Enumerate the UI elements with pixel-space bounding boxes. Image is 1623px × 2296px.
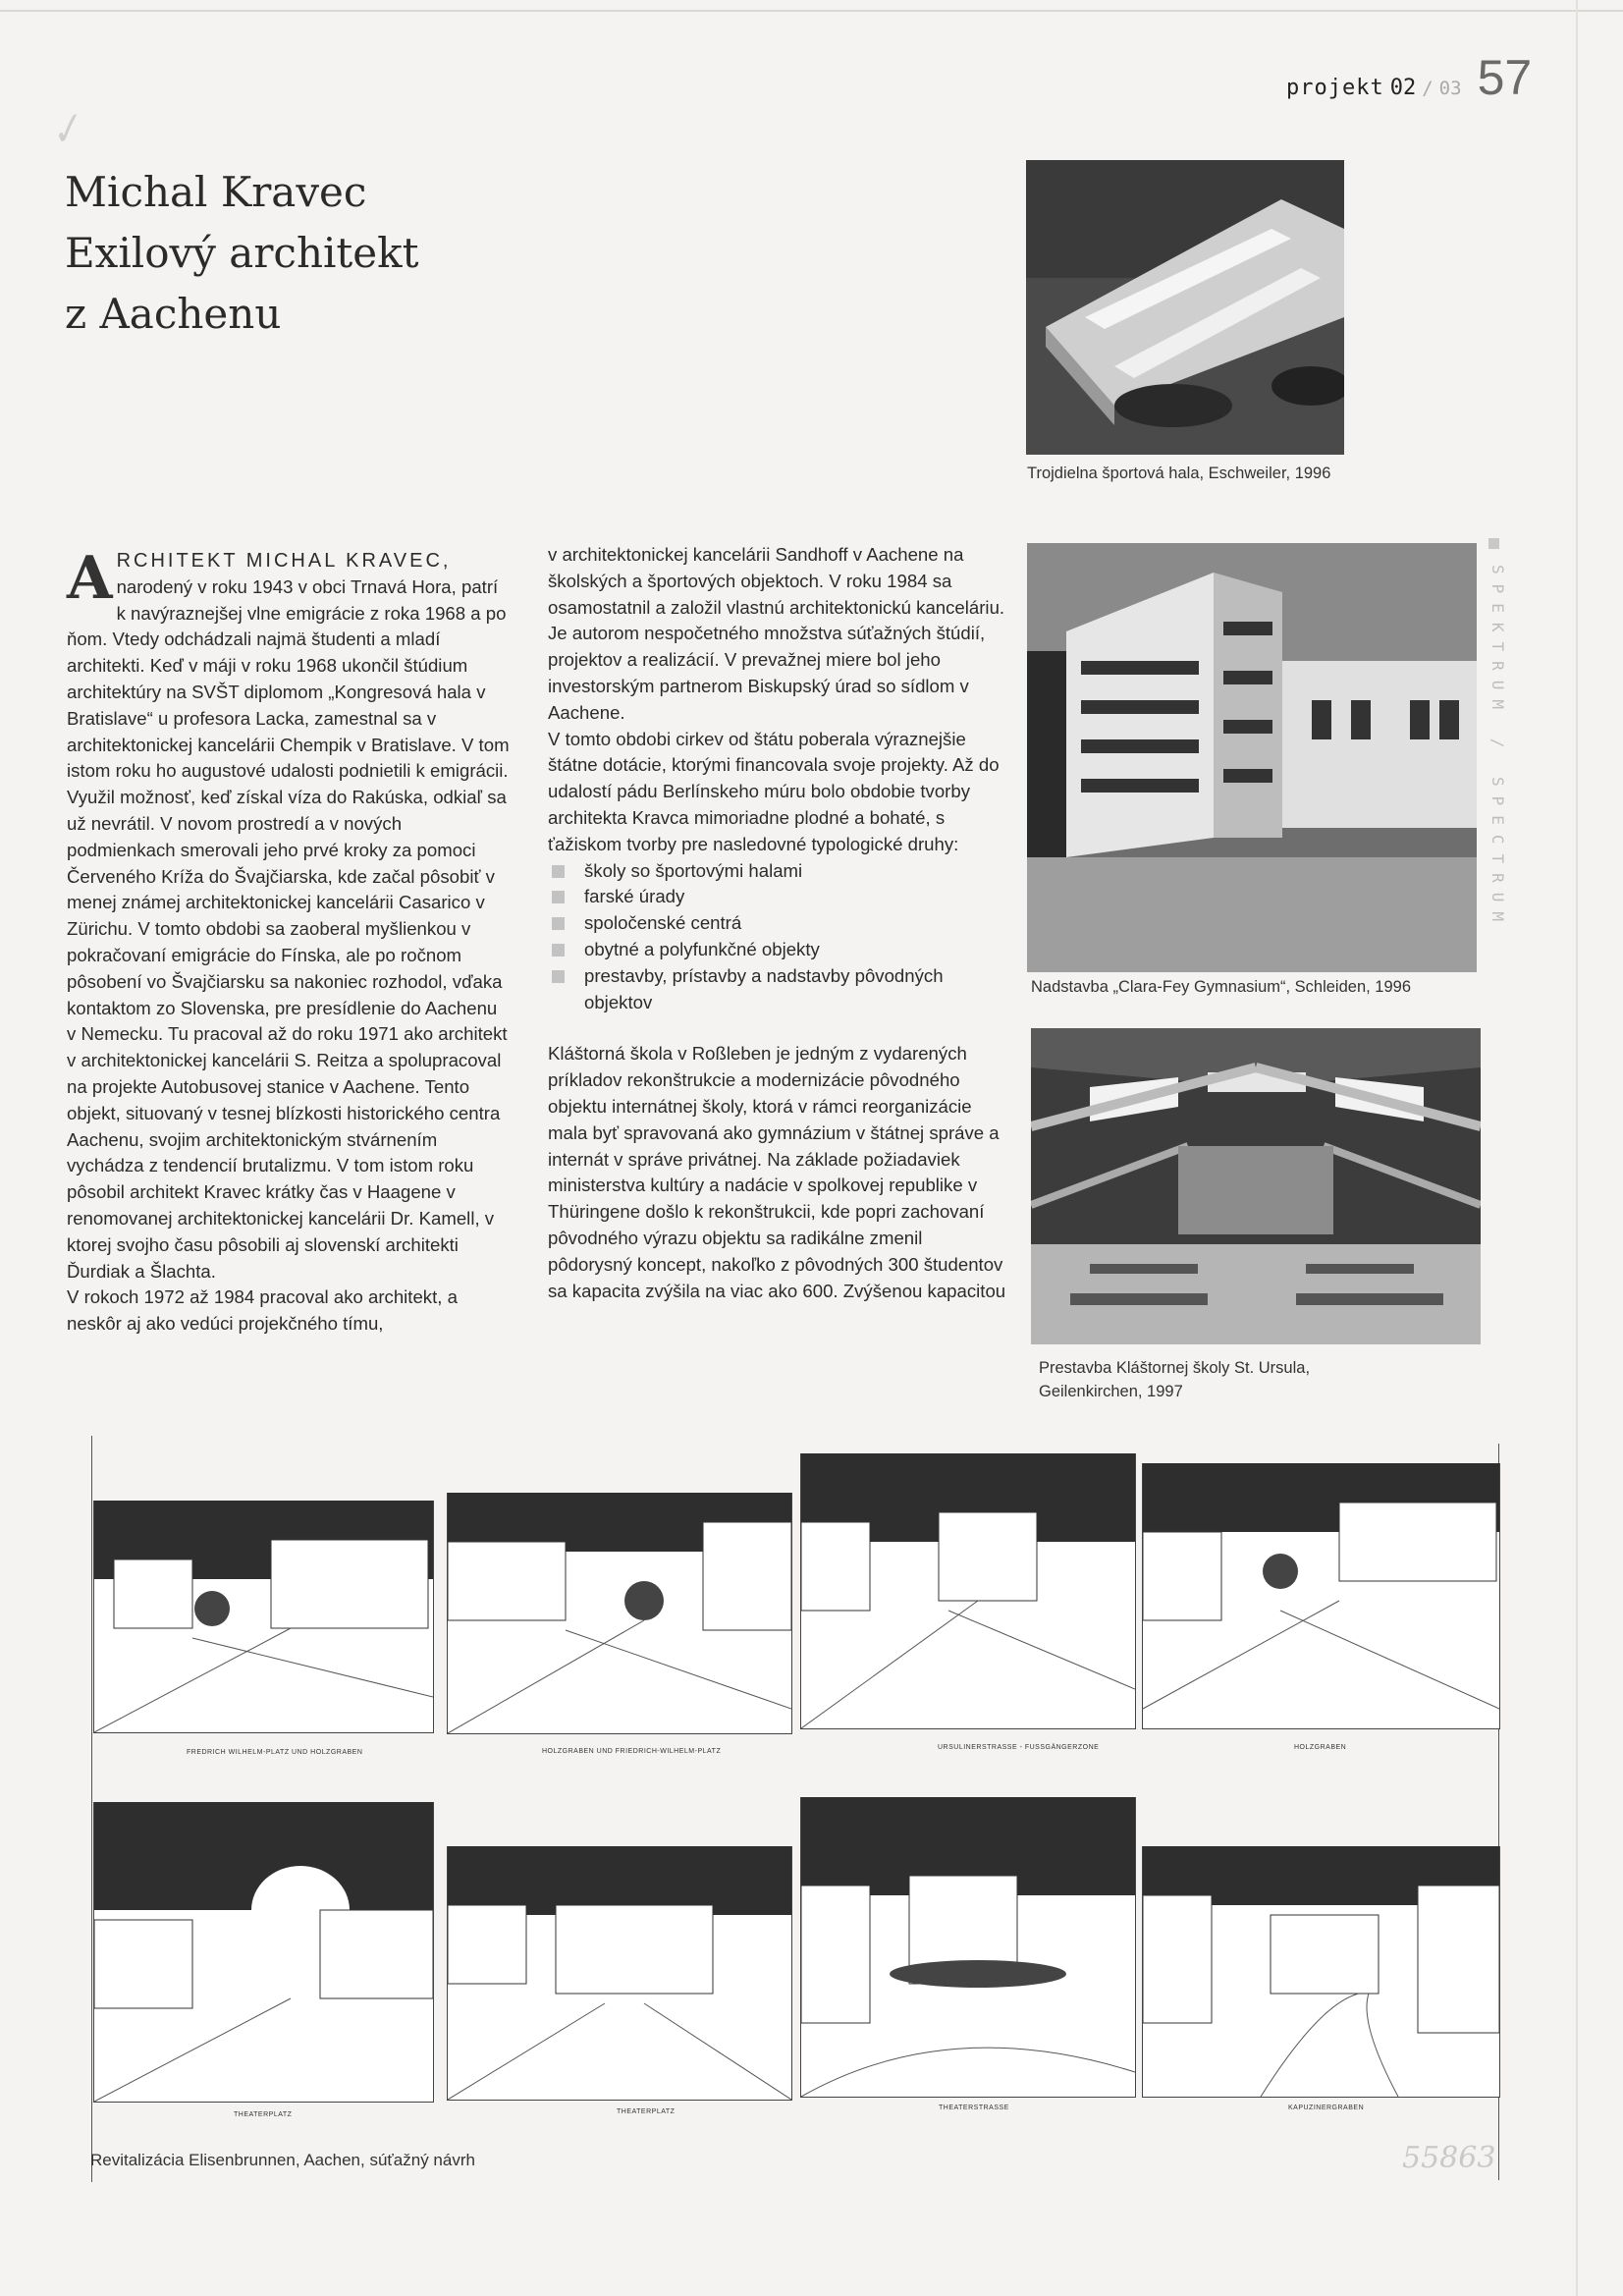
sketch-1 (93, 1501, 434, 1733)
sketch-3 (800, 1453, 1136, 1729)
pencil-archive-number: 55863 (1402, 2141, 1496, 2175)
body-text-2b: V tomto obdobi cirkev od štátu poberala výraznejšie štátne dotácie, ktorými financovala svoje projekty. Až do udalostí pádu Berlínskeho múru bolo obdobie tvorby architekta Kravca mimoriadne plodné a bohaté, s ťažiskom tvorby pre nasledovné typologické druhy: (548, 728, 1000, 854)
lead-smallcaps: RCHITEKT MICHAL KRAVEC, (116, 550, 452, 572)
sketch-label-2: HOLZGRABEN UND FRIEDRICH-WILHELM-PLATZ (542, 1748, 722, 1755)
article-column-1 (67, 544, 511, 1338)
issue-separator: / (1422, 78, 1434, 99)
sketch-label-8: KAPUZINERGRABEN (1288, 2105, 1365, 2111)
running-header (1286, 49, 1532, 106)
square-bullet-icon (552, 970, 565, 983)
sketch-2 (447, 1493, 792, 1734)
list-item: obytné a polyfunkčné objekty (548, 937, 1009, 963)
page-edge-top (0, 10, 1623, 12)
gymnasium-building-image (1027, 543, 1477, 972)
body-text-1b: V rokoch 1972 až 1984 pracoval ako architekt, a neskôr aj ako vedúci projekčného tímu, (67, 1286, 458, 1335)
lead-paragraph (67, 544, 511, 1285)
street-sketch-image (801, 1797, 1135, 2097)
street-sketch-image (801, 1453, 1135, 1728)
square-bullet-icon (552, 917, 565, 930)
sketch-label-6: THEATERPLATZ (617, 2108, 676, 2115)
issue-current: 02 (1389, 76, 1417, 100)
issue-next: 03 (1438, 78, 1462, 99)
sketch-7 (800, 1797, 1136, 2098)
sketch-8 (1142, 1846, 1500, 2098)
article-column-2 (548, 542, 1009, 1304)
street-sketch-image (1143, 1463, 1499, 1728)
sports-hall-model-image (1026, 160, 1344, 455)
street-sketch-image (94, 1802, 433, 2102)
title-line-2: Exilový architekt (65, 229, 419, 277)
list-item: farské úrady (548, 884, 1009, 910)
typology-list (548, 858, 1009, 1016)
sketch-label-4: HOLZGRABEN (1294, 1744, 1347, 1751)
sketch-6 (447, 1846, 792, 2101)
title-line-3: z Aachenu (65, 290, 282, 338)
sketch-label-1: FREDRICH WILHELM-PLATZ UND HOLZGRABEN (187, 1749, 363, 1756)
photo-caption-1: Trojdielna športová hala, Eschweiler, 1996 (1027, 465, 1331, 482)
attic-classroom-image (1031, 1028, 1481, 1344)
street-sketch-image (1143, 1846, 1499, 2097)
page-edge-right (1576, 0, 1578, 2296)
square-bullet-icon (552, 944, 565, 957)
magazine-name: projekt (1286, 76, 1384, 100)
section-marker-icon (1488, 538, 1499, 549)
sketches-caption: Revitalizácia Elisenbrunnen, Aachen, súťažný návrh (90, 2151, 475, 2169)
photo-monastery-school (1031, 1028, 1481, 1344)
pencil-check-mark: ✓ (42, 103, 89, 158)
street-sketch-image (448, 1493, 791, 1733)
list-item: spoločenské centrá (548, 910, 1009, 937)
sketch-frame-left (91, 1436, 92, 2182)
street-sketch-image (448, 1846, 791, 2100)
photo-caption-2: Nadstavba „Clara-Fey Gymnasium“, Schleiden, 1996 (1031, 978, 1412, 996)
sketch-5 (93, 1802, 434, 2103)
photo-gymnasium (1027, 543, 1477, 972)
sketch-label-3: URSULINERSTRASSE - FUSSGÄNGERZONE (938, 1744, 1100, 1751)
section-side-tab (1488, 538, 1507, 932)
drop-cap: A (67, 544, 113, 613)
sketch-4 (1142, 1463, 1500, 1729)
street-sketch-image (94, 1501, 433, 1732)
square-bullet-icon (552, 891, 565, 903)
body-text-2c: Kláštorná škola v Roßleben je jedným z vydarených príkladov rekonštrukcie a modernizácie pôvodného objektu internátnej školy, ktorá v rámci reorganizácie mala byť spravovaná ako gymnázium v štátnej správe a internát v správe privátnej. Na základe požiadaviek ministerstva kultúry a nadácie v spolkovej republike v Thüringene došlo k rekonštrukcii, kde popri zachovaní pôvodného výrazu objektu sa radikálne zmenil pôdorysný koncept, nakoľko z pôvodných 300 študentov sa kapacita zvýšila na viac ako 600. Zvýšenou kapacitou (548, 1043, 1006, 1301)
photo-sports-hall (1026, 160, 1344, 455)
section-label: SPEKTRUM / SPECTRUM (1488, 565, 1507, 932)
list-item: školy so športovými halami (548, 858, 1009, 885)
photo-caption-3: Prestavba Kláštornej školy St. Ursula, Geilenkirchen, 1997 (1039, 1359, 1311, 1400)
body-text-2: v architektonickej kancelárii Sandhoff v Aachene na školských a športových objektoch. V roku 1984 sa osamostatnil a založil vlastnú architektonickú kanceláriu. Je autorom nespočetného množstva súťažných štúdií, projektov a realizácií. V prevažnej miere bol jeho investorským partnerom Biskupský úrad so sídlom v Aachene. (548, 544, 1005, 723)
body-text-1: narodený v roku 1943 v obci Trnavá Hora, patrí k navýraznejšej vlne emigrácie z roka 1968 a po ňom. Vtedy odchádzali najmä študenti a mladí architekti. Keď v máji v roku 1968 ukončil štúdium architektúry na SVŠT diplomom „Kongresová hala v Bratislave“ u profesora Lacka, zamestnal sa v architektonickej kancelárii Chempik v Bratislave. V tom istom roku ho augustové udalosti podnietili k emigrácii. Využil možnosť, keď získal víza do Rakúska, odkiaľ sa už nevrátil. V novom prostredí a v nových podmienkach smerovali jeho prvé kroky za pomoci Červeného Kríža do Švajčiarska, kde začal pôsobiť v menej známej architektonickej kancelárii Casarico v Zürichu. V tomto obdobi sa zaoberal myšlienkou v pokračovaní emigrácie do Fínska, ale po ročnom pôsobení vo Švajčiarsku sa nakoniec rozhodol, vďaka kontaktom zo Slovenska, pre presídlenie do Aachenu v Nemecku. Tu pracoval až do roku 1971 ako architekt v architektonickej kancelárii S. Reitza a spolupracoval na projekte Autobusovej stanice v Aachene. Tento objekt, situovaný v tesnej blízkosti historického centra Aachenu, svojim architektonickým stvárnením vychádza z tendencií brutalizmu. V tom istom roku pôsobil architekt Kravec krátky čas v Haagene v renomovanej architektonickej kancelárii Dr. Kamell, v ktorej svojho času pôsobili aj slovenskí architekti Ďurdiak a Šlachta. (67, 575, 510, 1282)
page-number: 57 (1477, 50, 1533, 105)
sketch-label-5: THEATERPLATZ (234, 2111, 293, 2118)
list-item: prestavby, prístavby a nadstavby pôvodných objektov (548, 963, 1009, 1016)
square-bullet-icon (552, 865, 565, 878)
article-title (65, 162, 419, 345)
title-line-1: Michal Kravec (65, 168, 367, 216)
sketch-label-7: THEATERSTRASSE (939, 2105, 1009, 2111)
